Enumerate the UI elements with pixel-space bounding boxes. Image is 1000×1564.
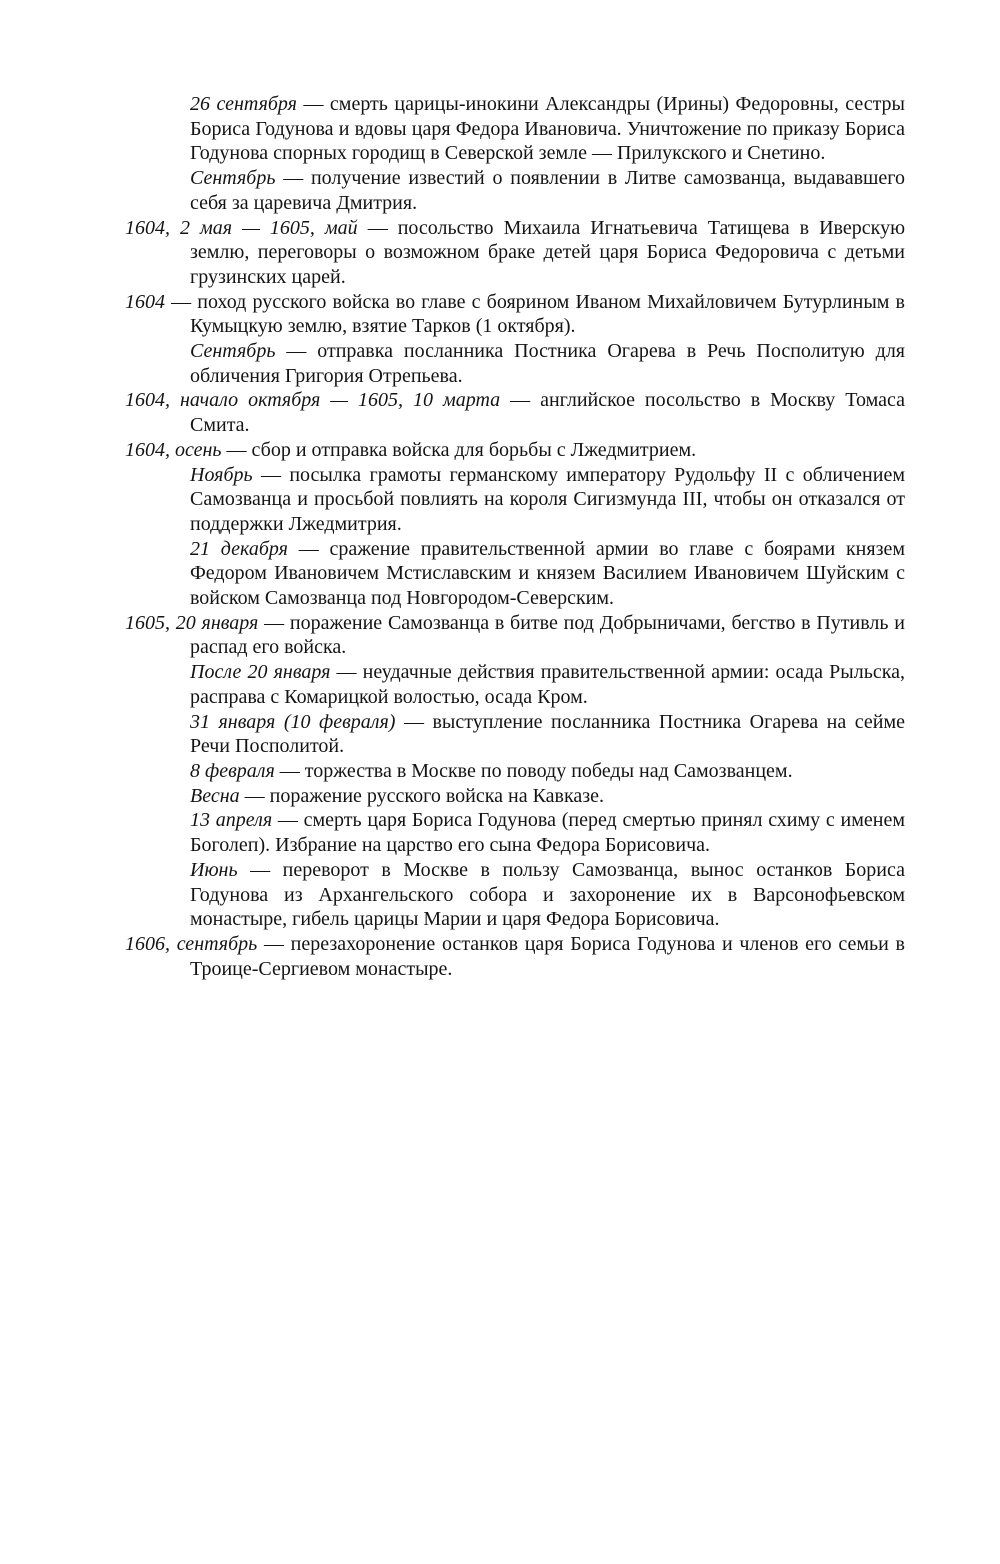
entry-text: — перезахоронение останков царя Бориса Годунова и членов его семьи в Троице-Сергиевом монастыре. xyxy=(190,932,906,980)
entry-text: — посылка грамоты германскому императору Рудольфу II с обличением Самозванца и просьбой повлиять на короля Сигизмунда III, чтобы он отказался от поддержки Лжедмитрия. xyxy=(190,463,905,535)
entry-date: 26 сентября xyxy=(190,93,297,115)
entry-date: Июнь xyxy=(190,858,238,881)
entry-text: — поход русского войска во главе с боярином Иваном Михайловичем Бутурлиным в Кумыцкую землю, взятие Тарков (1 октября). xyxy=(165,290,905,338)
entry-date: 1604, осень xyxy=(125,438,222,461)
entry-text: — торжества в Москве по поводу победы над Самозванцем. xyxy=(274,759,793,782)
entry-text: — неудачные действия правительственной армии: осада Рыльска, расправа с Комарицкой волостью, осада Кром. xyxy=(190,661,905,708)
entry-text: — выступление посланника Постника Огарева на сейме Речи Посполитой. xyxy=(190,710,905,758)
entry-text: — получение известий о появлении в Литве самозванца, выдававшего себя за царевича Дмитрия. xyxy=(190,167,905,214)
entry-text: — сбор и отправка войска для борьбы с Лжедмитрием. xyxy=(221,438,697,461)
entry-date: 8 февраля xyxy=(190,759,275,782)
entry-text: — смерть царицы-инокини Александры (Ирины) Федоровны, сестры Бориса Годунова и вдовы царя Федора Ивановича. Уничтожение по приказу Бориса Годунова спорных городищ в Северской земле — Прилукского и Снетино. xyxy=(190,93,905,165)
entry-text: — переворот в Москве в пользу Самозванца, вынос останков Бориса Годунова из Архангельского собора и захоронение их в Варсонофьевском монастыре, гибель царицы Марии и царя Федора Борисовича. xyxy=(190,858,905,931)
entry-text: — английское посольство в Москву Томаса Смита. xyxy=(190,389,906,437)
entry-date: 1604 xyxy=(125,290,165,313)
entry-date: Сентябрь xyxy=(190,167,276,190)
chronology-list xyxy=(125,92,905,981)
chronology-entry xyxy=(190,537,905,611)
chronology-entry xyxy=(125,388,905,437)
entry-date: 21 декабря xyxy=(190,537,288,560)
entry-date: 13 апреля xyxy=(190,809,273,832)
entry-date: 1604, 2 мая — 1605, май xyxy=(125,216,358,239)
entry-text: — поражение Самозванца в битве под Добрыничами, бегство в Путивль и распад его войска. xyxy=(190,611,905,659)
chronology-entry xyxy=(190,808,905,857)
chronology-entry xyxy=(125,290,905,339)
chronology-entry xyxy=(190,858,905,932)
chronology-entry xyxy=(190,463,905,537)
entry-date: 1606, сентябрь xyxy=(125,932,258,955)
chronology-entry xyxy=(125,216,905,290)
entry-text: — посольство Михаила Игнатьевича Татищева в Иверскую землю, переговоры о возможном браке детей царя Бориса Федоровича с детьми грузинских царей. xyxy=(190,216,906,288)
chronology-entry xyxy=(190,92,905,166)
entry-date: После 20 января xyxy=(190,661,331,684)
entry-date: Весна xyxy=(190,784,240,807)
chronology-entry xyxy=(190,784,905,809)
entry-text: — отправка посланника Постника Огарева в Речь Посполитую для обличения Григория Отрепьева. xyxy=(190,340,905,387)
entry-date: 31 января (10 февраля) xyxy=(190,710,396,733)
chronology-entry xyxy=(190,710,905,759)
chronology-entry xyxy=(190,166,905,215)
chronology-entry xyxy=(190,339,905,388)
entry-date: Ноябрь xyxy=(190,463,253,486)
entry-date: Сентябрь xyxy=(190,340,276,363)
entry-date: 1604, начало октября — 1605, 10 марта xyxy=(125,389,501,412)
chronology-entry xyxy=(190,660,905,709)
chronology-entry xyxy=(125,932,905,981)
entry-text: — смерть царя Бориса Годунова (перед смертью принял схиму с именем Боголеп). Избрание на царство его сына Федора Борисовича. xyxy=(190,809,905,857)
entry-text: — сражение правительственной армии во главе с боярами князем Федором Ивановичем Мстиславским и князем Василием Ивановичем Шуйским с войском Самозванца под Новгородом-Северским. xyxy=(190,537,905,610)
chronology-entry xyxy=(125,611,905,660)
chronology-entry xyxy=(190,759,905,784)
chronology-entry xyxy=(125,438,905,463)
entry-date: 1605, 20 января xyxy=(125,611,259,634)
entry-text: — поражение русского войска на Кавказе. xyxy=(239,784,605,807)
